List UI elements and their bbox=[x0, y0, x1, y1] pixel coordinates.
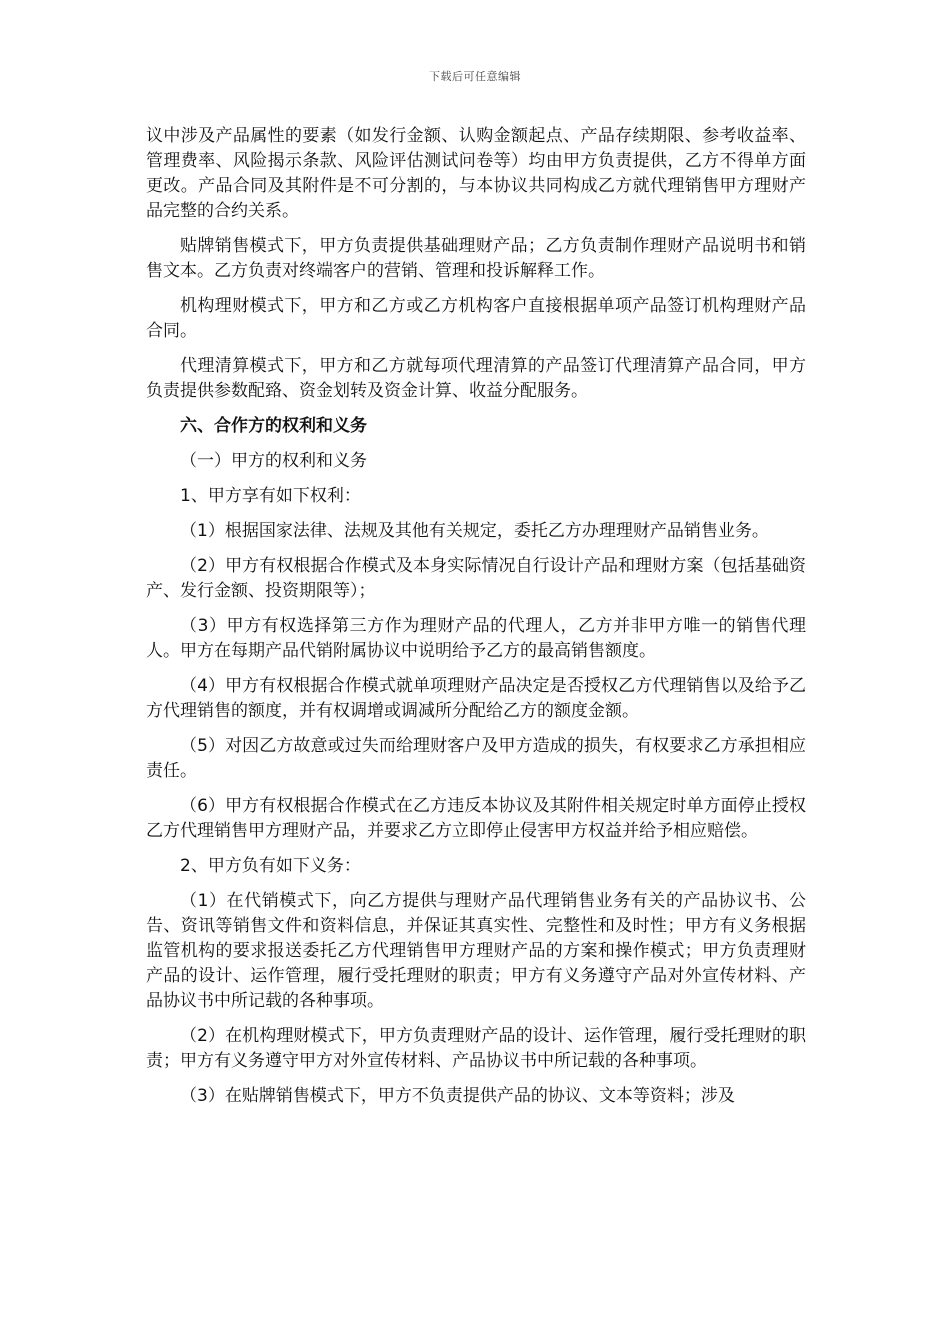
item-heading: 2、甲方负有如下义务： bbox=[180, 856, 361, 876]
list-item: （3）甲方有权选择第三方作为理财产品的代理人，乙方并非甲方唯一的销售代理人。甲方在每期产品代销附属协议中说明给予乙方的最高销售额度。 bbox=[146, 616, 806, 661]
list-item: （3）在贴牌销售模式下，甲方不负责提供产品的协议、文本等资料；涉及 bbox=[180, 1086, 735, 1106]
list-item: （1）根据国家法律、法规及其他有关规定，委托乙方办理理财产品销售业务。 bbox=[180, 521, 769, 541]
paragraph: 贴牌销售模式下，甲方负责提供基础理财产品；乙方负责制作理财产品说明书和销售文本。乙方负责对终端客户的营销、管理和投诉解释工作。 bbox=[146, 236, 806, 281]
item-heading: 1、甲方享有如下权利： bbox=[180, 486, 361, 506]
paragraph: 代理清算模式下，甲方和乙方就每项代理清算的产品签订代理清算产品合同，甲方负责提供参数配臵、资金划转及资金计算、收益分配服务。 bbox=[146, 356, 806, 401]
section-heading: 六、合作方的权利和义务 bbox=[180, 416, 367, 436]
subsection-heading: （一）甲方的权利和义务 bbox=[180, 451, 367, 471]
list-item: （6）甲方有权根据合作模式在乙方违反本协议及其附件相关规定时单方面停止授权乙方代理销售甲方理财产品，并要求乙方立即停止侵害甲方权益并给予相应赔偿。 bbox=[146, 796, 806, 841]
page-header: 下载后可任意编辑 bbox=[429, 70, 521, 83]
paragraph: 议中涉及产品属性的要素（如发行金额、认购金额起点、产品存续期限、参考收益率、管理费率、风险揭示条款、风险评估测试问卷等）均由甲方负责提供，乙方不得单方面更改。产品合同及其附件是不可分割的，与本协议共同构成乙方就代理销售甲方理财产品完整的合约关系。 bbox=[146, 126, 806, 221]
list-item: （2）甲方有权根据合作模式及本身实际情况自行设计产品和理财方案（包括基础资产、发行金额、投资期限等）； bbox=[146, 556, 806, 601]
document-body bbox=[146, 124, 806, 1119]
list-item: （1）在代销模式下，向乙方提供与理财产品代理销售业务有关的产品协议书、公告、资讯等销售文件和资料信息，并保证其真实性、完整性和及时性；甲方有义务根据监管机构的要求报送委托乙方代理销售甲方理财产品的方案和操作模式；甲方负责理财产品的设计、运作管理，履行受托理财的职责；甲方有义务遵守产品对外宣传材料、产品协议书中所记载的各种事项。 bbox=[146, 891, 806, 1011]
paragraph: 机构理财模式下，甲方和乙方或乙方机构客户直接根据单项产品签订机构理财产品合同。 bbox=[146, 296, 806, 341]
list-item: （4）甲方有权根据合作模式就单项理财产品决定是否授权乙方代理销售以及给予乙方代理销售的额度，并有权调增或调减所分配给乙方的额度金额。 bbox=[146, 676, 806, 721]
list-item: （5）对因乙方故意或过失而给理财客户及甲方造成的损失，有权要求乙方承担相应责任。 bbox=[146, 736, 806, 781]
list-item: （2）在机构理财模式下，甲方负责理财产品的设计、运作管理，履行受托理财的职责；甲方有义务遵守甲方对外宣传材料、产品协议书中所记载的各种事项。 bbox=[146, 1026, 806, 1071]
